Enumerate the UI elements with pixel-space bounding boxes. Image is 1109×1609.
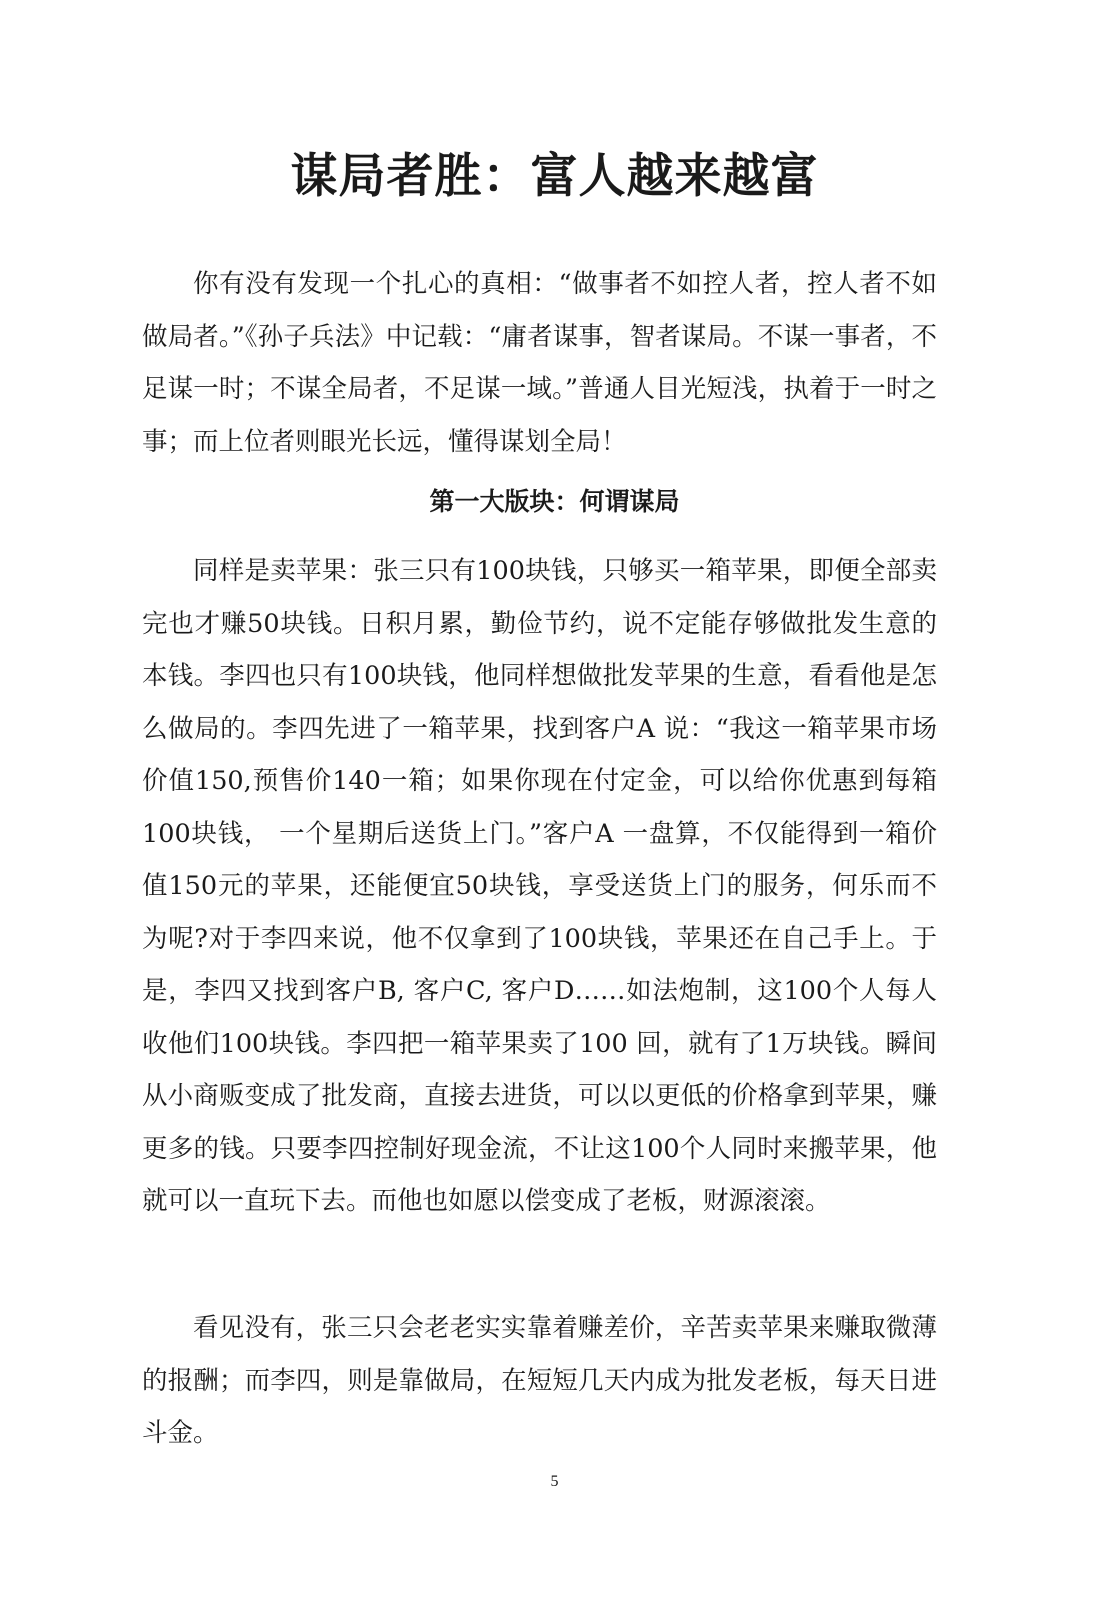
conclusion-paragraph: 看见没有，张三只会老老实实靠着赚差价，辛苦卖苹果来赚取微薄的报酬；而李四，则是靠做局，在短短几天内成为批发老板，每天日进斗金。 [142, 1313, 937, 1448]
section-heading: 第一大版块：何谓谋局 [429, 487, 680, 516]
page-number: 5 [550, 1473, 559, 1490]
intro-paragraph: 你有没有发现一个扎心的真相：“做事者不如控人者，控人者不如做局者。”《孙子兵法》中记载：“庸者谋事，智者谋局。不谋一事者，不足谋一时；不谋全局者，不足谋一域。”普通人目光短浅，执着于一时之事；而上位者则眼光长远，懂得谋划全局！ [142, 269, 937, 457]
story-paragraph: 同样是卖苹果：张三只有100块钱，只够买一箱苹果，即便全部卖完也才赚50块钱。日积月累，勤俭节约，说不定能存够做批发生意的本钱。李四也只有100块钱，他同样想做批发苹果的生意，看看他是怎么做局的。李四先进了一箱苹果，找到客户A 说：“我这一箱苹果市场价值150,预售价140一箱；如果你现在付定金，可以给你优惠到每箱100块钱， 一个星期后送货上门。”客户A 一盘算，不仅能得到一箱价值150元的苹果，还能便宜50块钱，享受送货上门的服务，何乐而不为呢?对于李四来说，他不仅拿到了100块钱，苹果还在自己手上。于是，李四又找到客户B, 客户C, 客户D……如法炮制，这100个人每人收他们100块钱。李四把一箱苹果卖了100 回，就有了1万块钱。瞬间从小商贩变成了批发商，直接去进货，可以以更低的价格拿到苹果，赚更多的钱。只要李四控制好现金流，不让这100个人同时来搬苹果，他就可以一直玩下去。而他也如愿以偿变成了老板，财源滚滚。 [142, 556, 937, 1216]
page-title: 谋局者胜：富人越来越富 [290, 149, 819, 204]
